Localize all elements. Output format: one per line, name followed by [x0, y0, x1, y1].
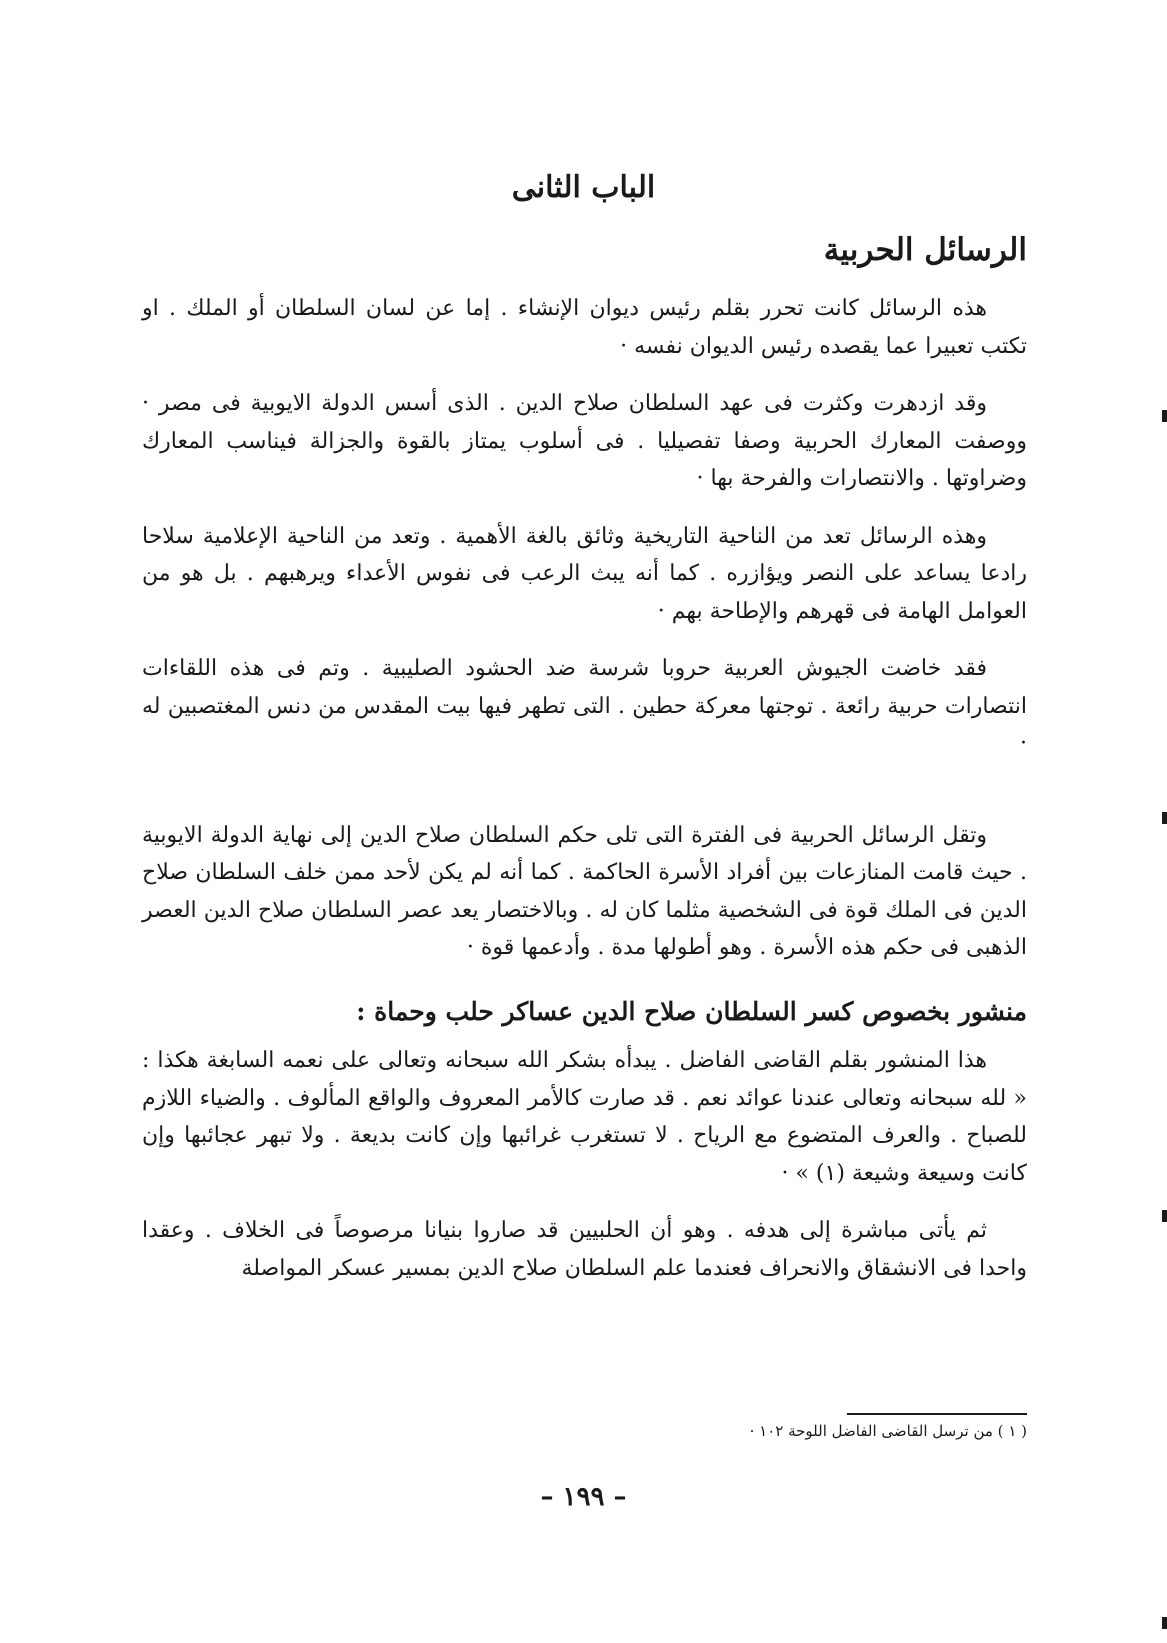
paragraph-1: هذه الرسائل كانت تحرر بقلم رئيس ديوان الإنشاء . إما عن لسان السلطان أو الملك . او تكتب تعبيرا عما يقصده رئيس الديوان نفسه · [142, 296, 1027, 359]
paragraph-6: هذا المنشور بقلم القاضى الفاضل . يبدأه بشكر الله سبحانه وتعالى على نعمه السابغة هكذا : « لله سبحانه وتعالى عندنا عوائد نعم . قد صارت كالأمر المعروف والواقع المألوف . والضياء اللازم للصباح . والعرف المتضوع مع الرياح . لا تستغرب غرائبها وإن كانت بديعة . ولا تبهر عجائبها وإن كانت وسيعة وشيعة (١) » · [142, 1048, 1027, 1186]
paragraph-2: وقد ازدهرت وكثرت فى عهد السلطان صلاح الدين . الذى أسس الدولة الايوبية فى مصر · ووصفت المعارك الحربية وصفا تفصيليا . فى أسلوب يمتاز بالقوة والجزالة فيناسب المعارك وضراوتها . والانتصارات والفرحة بها · [142, 391, 1027, 491]
paragraph-5: وتقل الرسائل الحربية فى الفترة التى تلى حكم السلطان صلاح الدين إلى نهاية الدولة الايوبية . حيث قامت المنازعات بين أفراد الأسرة الحاكمة . كما أنه لم يكن لأحد ممن خلف السلطان صلاح الدين فى الملك قوة فى الشخصية مثلما كان له . وبالاختصار يعد عصر السلطان صلاح الدين العصر الذهبى فى حكم هذه الأسرة . وهو أطولها مدة . وأدعمها قوة · [142, 822, 1027, 960]
paragraph-7: ثم يأتى مباشرة إلى هدفه . وهو أن الحلبيين قد صاروا بنيانا مرصوصاً فى الخلاف . وعقدا واحدا فى الانشقاق والانحراف فعندما علم السلطان صلاح الدين بمسير عسكر المواصلة [142, 1218, 1027, 1281]
page-number: – ١٩٩ – [540, 1482, 627, 1512]
body-text [142, 290, 1027, 1287]
edge-mark [1162, 1210, 1167, 1222]
footnote: ( ١ ) من ترسل القاضى الفاضل اللوحة ١٠٢ · [749, 1422, 1027, 1440]
footnote-divider [847, 1413, 1027, 1415]
edge-mark [1162, 410, 1167, 422]
edge-mark [1162, 812, 1167, 824]
chapter-title: الباب الثانى [511, 170, 656, 205]
paragraph-4: فقد خاضت الجيوش العربية حروبا شرسة ضد الحشود الصليبية . وتم فى هذه اللقاءات انتصارات حربية رائعة . توجتها معركة حطين . التى تطهر فيها بيت المقدس من دنس المغتصبين له · [142, 656, 1027, 756]
paragraph-3: وهذه الرسائل تعد من الناحية التاريخية وثائق بالغة الأهمية . وتعد من الناحية الإعلامية سلاحا رادعا يساعد على النصر ويؤازره . كما أنه يبث الرعب فى نفوس الأعداء ويرهبهم . بل هو من العوامل الهامة فى قهرهم والإطاحة بهم · [142, 523, 1027, 624]
edge-mark [1162, 1617, 1167, 1629]
section-title: الرسائل الحربية [823, 232, 1027, 268]
subheading: منشور بخصوص كسر السلطان صلاح الدين عساكر حلب وحماة : [356, 996, 1027, 1026]
